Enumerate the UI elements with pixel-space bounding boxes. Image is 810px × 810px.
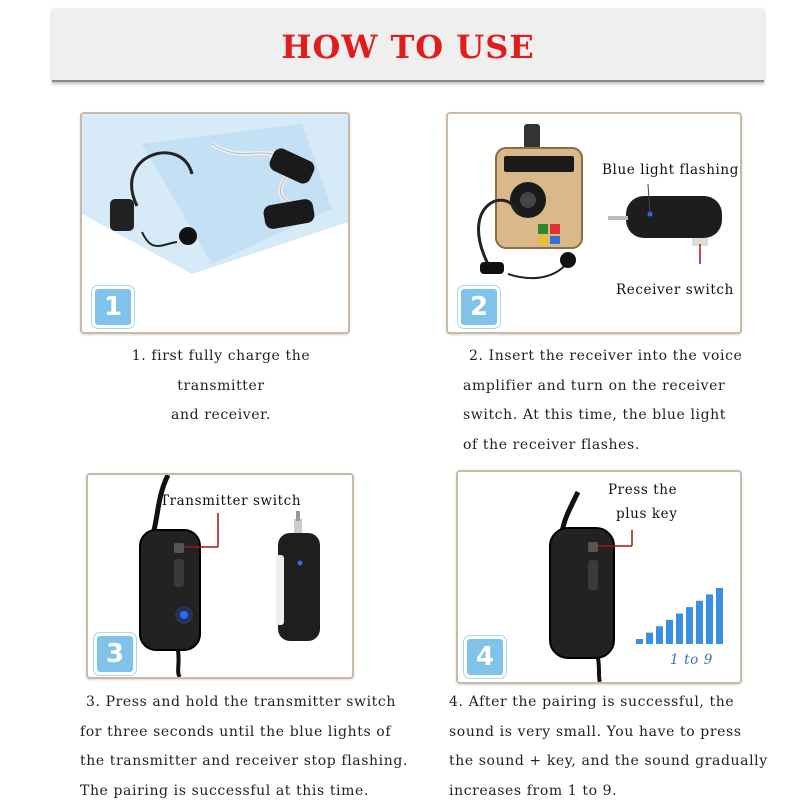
blue-light-label: Blue light flashing [602, 162, 739, 178]
caption-line: increases from 1 to 9. [449, 782, 618, 799]
volume-bar [686, 607, 693, 644]
caption-line: The pairing is successful at this time. [80, 782, 369, 799]
press-label-line2: plus key [616, 506, 678, 522]
caption-line: the sound + key, and the sound gradually [449, 753, 768, 769]
step-3-badge: 3 [94, 633, 136, 675]
step-1-panel [80, 112, 350, 334]
caption-line: 4. After the pairing is successful, the [449, 694, 735, 710]
page-title: HOW TO USE [281, 28, 535, 66]
caption-line: of the receiver flashes. [463, 436, 640, 453]
step-1-caption [86, 342, 356, 431]
step-2-badge: 2 [458, 286, 500, 328]
volume-bar [706, 594, 713, 644]
step-4-badge: 4 [464, 636, 506, 678]
volume-bar [716, 588, 723, 644]
caption-line: 2. Insert the receiver into the voice [469, 348, 743, 364]
caption-line: amplifier and turn on the receiver [463, 377, 726, 394]
volume-bar [696, 601, 703, 644]
caption-line: sound is very small. You have to press [449, 723, 742, 740]
caption-line: 1. first fully charge the transmitter [131, 348, 311, 394]
transmitter-switch-label: Transmitter switch [160, 493, 302, 509]
step-4-caption [449, 688, 769, 806]
volume-bar [676, 614, 683, 645]
receiver-switch-label: Receiver switch [616, 282, 734, 298]
step-1-badge: 1 [92, 286, 134, 328]
caption-line: the transmitter and receiver stop flashing. [80, 753, 408, 769]
step-3-panel [86, 473, 354, 679]
volume-bar [656, 626, 663, 644]
caption-line: 3. Press and hold the transmitter switch [86, 694, 396, 710]
caption-line: and receiver. [171, 407, 271, 423]
step-2-panel [446, 112, 742, 334]
volume-bar [646, 633, 653, 644]
volume-bar [636, 639, 643, 644]
volume-range-label: 1 to 9 [670, 652, 713, 668]
caption-line: switch. At this time, the blue light [463, 407, 727, 423]
step-4-panel [456, 470, 742, 684]
press-label-line1: Press the [608, 482, 678, 498]
volume-bar [666, 620, 673, 644]
header-banner [52, 8, 764, 82]
step-2-caption [463, 342, 763, 460]
caption-line: for three seconds until the blue lights of [80, 723, 392, 740]
step-3-caption [80, 688, 420, 806]
